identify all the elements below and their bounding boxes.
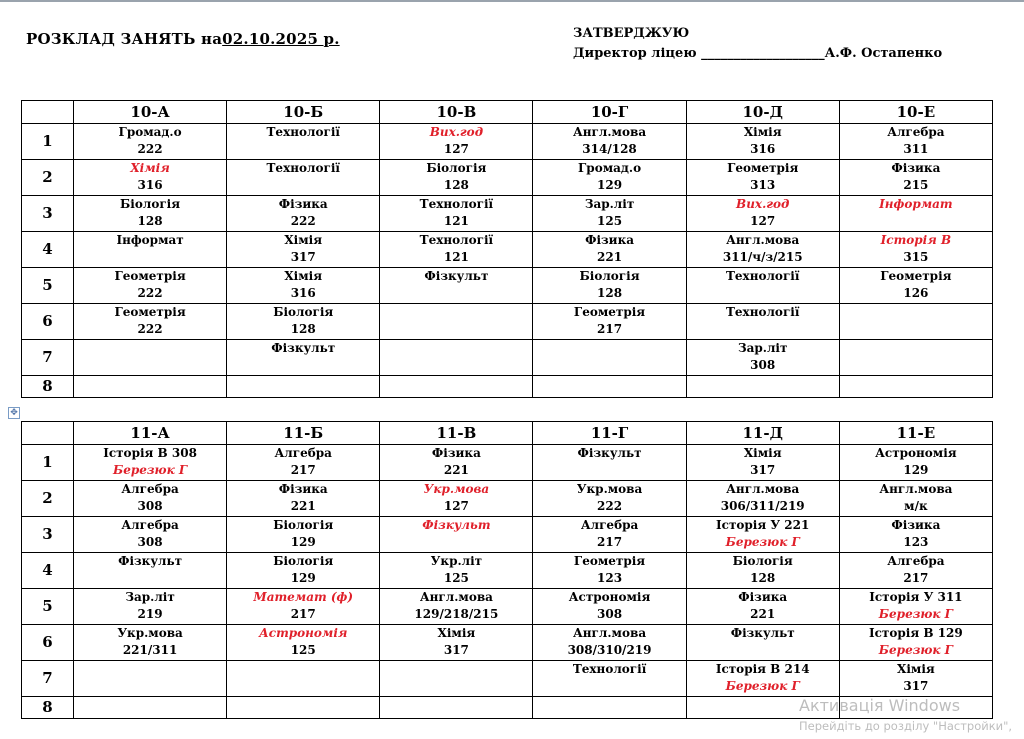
subject-text: Вих.год xyxy=(736,197,790,211)
lesson-row xyxy=(22,268,993,304)
lesson-cell[interactable] xyxy=(380,445,533,481)
window-top-border xyxy=(0,0,1024,2)
lesson-cell[interactable] xyxy=(839,304,992,340)
lesson-cell[interactable] xyxy=(74,697,227,719)
lesson-cell[interactable] xyxy=(227,196,380,232)
lesson-cell[interactable] xyxy=(686,304,839,340)
room-text: 317 xyxy=(750,463,776,477)
subject-text: Хімія xyxy=(284,269,323,283)
subject-text: Біологія xyxy=(426,161,487,175)
subject-text: Історія У 221 xyxy=(716,518,810,532)
lesson-cell[interactable] xyxy=(686,445,839,481)
subject-text: Фізкульт xyxy=(424,269,489,283)
subject-text: Геометрія xyxy=(573,554,646,568)
subject-text: Фізика xyxy=(431,446,481,460)
lesson-cell[interactable] xyxy=(686,661,839,697)
room-text: 121 xyxy=(443,250,469,264)
lesson-number: 5 xyxy=(22,589,74,625)
room-text: 129 xyxy=(597,178,623,192)
subject-text: Біологія xyxy=(579,269,640,283)
class-header: 11-В xyxy=(380,422,533,445)
room-text: 308 xyxy=(597,607,623,621)
room-text: 222 xyxy=(137,322,163,336)
subject-text: Укр.мова xyxy=(117,626,183,640)
lesson-cell[interactable] xyxy=(839,589,992,625)
lesson-cell[interactable] xyxy=(74,589,227,625)
subject-text: Зар.літ xyxy=(125,590,175,604)
lesson-cell[interactable] xyxy=(686,196,839,232)
room-text: 128 xyxy=(597,286,623,300)
lesson-cell[interactable] xyxy=(839,376,992,398)
lesson-row xyxy=(22,340,993,376)
lesson-cell[interactable] xyxy=(686,481,839,517)
room-text: 221 xyxy=(750,607,776,621)
subject-text: Фізика xyxy=(738,590,788,604)
subject-text: Англ.мова xyxy=(879,482,953,496)
lesson-cell[interactable] xyxy=(227,481,380,517)
lesson-row xyxy=(22,304,993,340)
lesson-row xyxy=(22,661,993,697)
room-text: 129/218/215 xyxy=(414,607,499,621)
lesson-number: 6 xyxy=(22,304,74,340)
windows-activation-watermark xyxy=(799,696,1012,734)
lesson-cell[interactable] xyxy=(227,445,380,481)
lesson-cell[interactable] xyxy=(380,340,533,376)
subject-text: Англ.мова xyxy=(573,125,647,139)
subject-text: Зар.літ xyxy=(737,341,788,355)
subject-text: Інформат xyxy=(879,197,953,211)
lesson-cell[interactable] xyxy=(227,517,380,553)
lesson-row xyxy=(22,553,993,589)
lesson-cell[interactable] xyxy=(74,517,227,553)
subject-text: Історія В xyxy=(880,233,952,247)
subject-text: Алгебра xyxy=(580,518,639,532)
subject-text: Англ.мова xyxy=(726,482,800,496)
class-header: 10-Е xyxy=(839,101,992,124)
subject-text: Біологія xyxy=(120,197,181,211)
room-text: 221 xyxy=(290,499,316,513)
lesson-cell[interactable] xyxy=(839,340,992,376)
subject-text: Історія У 311 xyxy=(869,590,963,604)
subject-text: Алгебра xyxy=(121,482,179,496)
lesson-cell[interactable] xyxy=(533,625,686,661)
class-header: 11-Б xyxy=(227,422,380,445)
room-text: 316 xyxy=(750,142,776,156)
room-text: 127 xyxy=(443,142,469,156)
room-text: 308 xyxy=(750,358,776,372)
lesson-cell[interactable] xyxy=(533,376,686,398)
lesson-cell[interactable] xyxy=(380,517,533,553)
lesson-cell[interactable] xyxy=(686,160,839,196)
class-header: 11-Д xyxy=(686,422,839,445)
lesson-cell[interactable] xyxy=(74,124,227,160)
room-text: 317 xyxy=(443,643,469,657)
room-text: 308 xyxy=(137,499,163,513)
lesson-cell[interactable] xyxy=(227,697,380,719)
lesson-cell[interactable] xyxy=(533,589,686,625)
lesson-number: 2 xyxy=(22,160,74,196)
watermark-subtitle: Перейдіть до розділу "Настройки", xyxy=(799,719,1013,733)
lesson-number: 4 xyxy=(22,553,74,589)
room-text: 217 xyxy=(290,607,316,621)
lesson-number: 6 xyxy=(22,625,74,661)
subject-text: Хімія xyxy=(437,626,476,640)
subject-text: Історія В 308 xyxy=(103,446,197,460)
class-header: 10-А xyxy=(74,101,227,124)
subject-text: Біологія xyxy=(273,305,334,319)
lesson-cell[interactable] xyxy=(686,124,839,160)
subject-text: Біологія xyxy=(273,554,334,568)
lesson-number: 7 xyxy=(22,340,74,376)
lesson-number: 7 xyxy=(22,661,74,697)
lesson-row xyxy=(22,160,993,196)
lesson-cell[interactable] xyxy=(227,661,380,697)
director-signature-line: Директор ліцею ___________________А.Ф. Остапенко xyxy=(573,46,943,61)
subject-text: Інформат xyxy=(116,233,184,247)
room-text: 128 xyxy=(750,571,776,585)
lesson-cell[interactable] xyxy=(227,304,380,340)
subject-text: Хімія xyxy=(130,161,170,175)
room-text: 217 xyxy=(903,571,929,585)
subject-text: Геометрія xyxy=(114,305,186,319)
lesson-number: 3 xyxy=(22,196,74,232)
lesson-cell[interactable] xyxy=(74,196,227,232)
room-text: 128 xyxy=(137,214,163,228)
lesson-cell[interactable] xyxy=(839,517,992,553)
lesson-cell[interactable] xyxy=(686,376,839,398)
room-text: 128 xyxy=(290,322,316,336)
subject-text: Фізика xyxy=(585,233,635,247)
lesson-cell[interactable] xyxy=(839,661,992,697)
lesson-cell[interactable] xyxy=(227,376,380,398)
lesson-number: 2 xyxy=(22,481,74,517)
subject-text: Хімія xyxy=(284,233,323,247)
lesson-row xyxy=(22,625,993,661)
lesson-cell[interactable] xyxy=(380,376,533,398)
lesson-number: 3 xyxy=(22,517,74,553)
lesson-cell[interactable] xyxy=(686,553,839,589)
lesson-number: 8 xyxy=(22,376,74,398)
room-text: 317 xyxy=(903,679,929,693)
page-title xyxy=(26,30,340,48)
watermark-title: Активація Windows xyxy=(799,696,961,715)
room-text: 222 xyxy=(137,142,163,156)
room-text: 127 xyxy=(443,499,469,513)
lesson-cell[interactable] xyxy=(380,481,533,517)
lesson-cell[interactable] xyxy=(839,232,992,268)
lesson-cell[interactable] xyxy=(839,160,992,196)
room-text: Березюк Г xyxy=(112,463,188,477)
subject-text: Англ.мова xyxy=(573,626,647,640)
subject-text: Технології xyxy=(266,125,340,139)
subject-text: Англ.мова xyxy=(726,233,800,247)
room-text: 221 xyxy=(443,463,469,477)
room-text: 222 xyxy=(290,214,316,228)
lesson-cell[interactable] xyxy=(533,268,686,304)
subject-text: Технології xyxy=(725,305,800,319)
subject-text: Укр.мова xyxy=(576,482,643,496)
room-text: 125 xyxy=(597,214,623,228)
lesson-cell[interactable] xyxy=(380,196,533,232)
subject-text: Фізика xyxy=(891,518,941,532)
room-text: 125 xyxy=(443,571,469,585)
subject-text: Фізика xyxy=(891,161,941,175)
room-text: 222 xyxy=(137,286,163,300)
lesson-cell[interactable] xyxy=(74,160,227,196)
lesson-cell[interactable] xyxy=(380,160,533,196)
lesson-cell[interactable] xyxy=(74,232,227,268)
subject-text: Вих.год xyxy=(429,125,484,139)
subject-text: Астрономія xyxy=(568,590,651,604)
lesson-row xyxy=(22,196,993,232)
subject-text: Біологія xyxy=(732,554,793,568)
subject-text: Алгебра xyxy=(274,446,332,460)
room-text: Березюк Г xyxy=(878,607,953,621)
lesson-cell[interactable] xyxy=(686,625,839,661)
approve-label: ЗАТВЕРДЖУЮ xyxy=(573,26,690,41)
subject-text: Громад.о xyxy=(578,161,642,175)
lesson-cell[interactable] xyxy=(74,445,227,481)
lesson-cell[interactable] xyxy=(380,661,533,697)
room-text: м/к xyxy=(904,499,928,513)
lesson-row xyxy=(22,376,993,398)
lesson-row xyxy=(22,445,993,481)
room-text: 306/311/219 xyxy=(720,499,805,513)
subject-text: Англ.мова xyxy=(419,590,493,604)
room-text: 221/311 xyxy=(122,643,178,657)
lesson-cell[interactable] xyxy=(533,124,686,160)
room-text: 221 xyxy=(597,250,623,264)
lesson-cell[interactable] xyxy=(74,268,227,304)
title-prefix: РОЗКЛАД ЗАНЯТЬ на xyxy=(26,30,223,48)
room-text: 308/310/219 xyxy=(567,643,652,657)
lesson-cell[interactable] xyxy=(74,625,227,661)
lesson-number: 5 xyxy=(22,268,74,304)
subject-text: Хімія xyxy=(897,662,935,676)
approval-block xyxy=(573,24,942,64)
room-text: 125 xyxy=(290,643,316,657)
header-row xyxy=(22,422,993,445)
lesson-cell[interactable] xyxy=(74,661,227,697)
subject-text: Технології xyxy=(725,269,800,283)
room-text: 127 xyxy=(750,214,776,228)
lesson-cell[interactable] xyxy=(839,553,992,589)
subject-text: Фізика xyxy=(278,482,328,496)
corner-cell xyxy=(22,101,74,124)
subject-text: Технології xyxy=(419,233,494,247)
lesson-cell[interactable] xyxy=(533,481,686,517)
subject-text: Укр.мова xyxy=(423,482,490,496)
subject-text: Хімія xyxy=(743,125,782,139)
room-text: 315 xyxy=(903,250,929,264)
lesson-cell[interactable] xyxy=(227,625,380,661)
lesson-cell[interactable] xyxy=(227,124,380,160)
lesson-row xyxy=(22,517,993,553)
lesson-cell[interactable] xyxy=(227,340,380,376)
lesson-row xyxy=(22,232,993,268)
room-text: Березюк Г xyxy=(878,643,953,657)
lesson-cell[interactable] xyxy=(533,160,686,196)
subject-text: Алгебра xyxy=(887,554,945,568)
room-text: 311/ч/з/215 xyxy=(722,250,803,264)
room-text: 128 xyxy=(443,178,469,192)
lesson-number: 1 xyxy=(22,124,74,160)
room-text: 129 xyxy=(290,535,316,549)
lesson-cell[interactable] xyxy=(533,232,686,268)
subject-text: Технології xyxy=(266,161,340,175)
room-text: 308 xyxy=(137,535,163,549)
room-text: 217 xyxy=(597,322,623,336)
schedule-table-grade-10 xyxy=(21,100,993,398)
lesson-number: 8 xyxy=(22,697,74,719)
subject-text: Фізкульт xyxy=(271,341,336,355)
lesson-cell[interactable] xyxy=(533,661,686,697)
room-text: 126 xyxy=(903,286,929,300)
room-text: Березюк Г xyxy=(725,679,800,693)
subject-text: Геометрія xyxy=(114,269,186,283)
title-date: 02.10.2025 р. xyxy=(222,30,340,48)
lesson-cell[interactable] xyxy=(686,589,839,625)
room-text: 217 xyxy=(290,463,316,477)
class-header: 11-Г xyxy=(533,422,686,445)
room-text: 217 xyxy=(597,535,623,549)
subject-text: Укр.літ xyxy=(430,554,483,568)
lesson-cell[interactable] xyxy=(74,553,227,589)
room-text: 222 xyxy=(597,499,623,513)
lesson-cell[interactable] xyxy=(74,304,227,340)
lesson-cell[interactable] xyxy=(227,268,380,304)
lesson-cell[interactable] xyxy=(686,232,839,268)
lesson-cell[interactable] xyxy=(380,589,533,625)
subject-text: Історія В 129 xyxy=(869,626,963,640)
room-text: 129 xyxy=(290,571,316,585)
lesson-cell[interactable] xyxy=(686,340,839,376)
lesson-cell[interactable] xyxy=(839,196,992,232)
lesson-cell[interactable] xyxy=(839,268,992,304)
class-header: 11-Е xyxy=(839,422,992,445)
room-text: 123 xyxy=(597,571,623,585)
subject-text: Астрономія xyxy=(875,446,957,460)
room-text: 313 xyxy=(750,178,776,192)
class-header: 10-В xyxy=(380,101,533,124)
lesson-cell[interactable] xyxy=(74,376,227,398)
lesson-row xyxy=(22,589,993,625)
lesson-cell[interactable] xyxy=(227,232,380,268)
subject-text: Геометрія xyxy=(727,161,799,175)
room-text: 317 xyxy=(290,250,316,264)
lesson-cell[interactable] xyxy=(380,625,533,661)
lesson-cell[interactable] xyxy=(533,553,686,589)
subject-text: Геометрія xyxy=(573,305,646,319)
lesson-cell[interactable] xyxy=(686,517,839,553)
subject-text: Алгебра xyxy=(121,518,179,532)
lesson-cell[interactable] xyxy=(839,481,992,517)
table-move-handle-icon[interactable]: ✥ xyxy=(8,407,20,419)
lesson-cell[interactable] xyxy=(533,196,686,232)
room-text: 316 xyxy=(137,178,163,192)
subject-text: Зар.літ xyxy=(584,197,635,211)
subject-text: Історія В 214 xyxy=(715,662,810,676)
lesson-cell[interactable] xyxy=(74,340,227,376)
class-header: 10-Б xyxy=(227,101,380,124)
schedule-table-grade-11 xyxy=(21,421,993,719)
lesson-number: 4 xyxy=(22,232,74,268)
lesson-cell[interactable] xyxy=(533,517,686,553)
subject-text: Геометрія xyxy=(880,269,952,283)
subject-text: Математ (ф) xyxy=(253,590,354,604)
lesson-cell[interactable] xyxy=(533,697,686,719)
subject-text: Алгебра xyxy=(887,125,945,139)
lesson-cell[interactable] xyxy=(227,160,380,196)
subject-text: Технології xyxy=(572,662,647,676)
subject-text: Технології xyxy=(419,197,494,211)
lesson-cell[interactable] xyxy=(380,232,533,268)
subject-text: Фізика xyxy=(278,197,328,211)
room-text: 129 xyxy=(903,463,929,477)
lesson-cell[interactable] xyxy=(533,304,686,340)
room-text: 316 xyxy=(290,286,316,300)
class-header: 10-Д xyxy=(686,101,839,124)
lesson-cell[interactable] xyxy=(380,553,533,589)
lesson-cell[interactable] xyxy=(533,340,686,376)
room-text: 311 xyxy=(903,142,929,156)
subject-text: Фізкульт xyxy=(118,554,183,568)
lesson-cell[interactable] xyxy=(839,124,992,160)
lesson-cell[interactable] xyxy=(380,124,533,160)
subject-text: Фізкульт xyxy=(730,626,795,640)
class-header: 11-А xyxy=(74,422,227,445)
subject-text: Астрономія xyxy=(259,626,348,640)
class-header: 10-Г xyxy=(533,101,686,124)
lesson-number: 1 xyxy=(22,445,74,481)
room-text: 121 xyxy=(443,214,469,228)
subject-text: Хімія xyxy=(743,446,782,460)
lesson-cell[interactable] xyxy=(380,268,533,304)
lesson-cell[interactable] xyxy=(380,304,533,340)
subject-text: Фізкульт xyxy=(422,518,491,532)
lesson-cell[interactable] xyxy=(380,697,533,719)
room-text: 314/128 xyxy=(582,142,637,156)
lesson-cell[interactable] xyxy=(839,445,992,481)
lesson-cell[interactable] xyxy=(227,553,380,589)
room-text: 215 xyxy=(903,178,929,192)
subject-text: Фізкульт xyxy=(577,446,642,460)
lesson-cell[interactable] xyxy=(839,625,992,661)
lesson-row xyxy=(22,481,993,517)
room-text: 219 xyxy=(137,607,163,621)
lesson-cell[interactable] xyxy=(686,268,839,304)
subject-text: Громад.о xyxy=(118,125,182,139)
lesson-cell[interactable] xyxy=(74,481,227,517)
room-text: 123 xyxy=(903,535,929,549)
header-row xyxy=(22,101,993,124)
subject-text: Біологія xyxy=(273,518,334,532)
room-text: Березюк Г xyxy=(725,535,800,549)
lesson-cell[interactable] xyxy=(227,589,380,625)
lesson-row xyxy=(22,124,993,160)
lesson-cell[interactable] xyxy=(533,445,686,481)
corner-cell xyxy=(22,422,74,445)
